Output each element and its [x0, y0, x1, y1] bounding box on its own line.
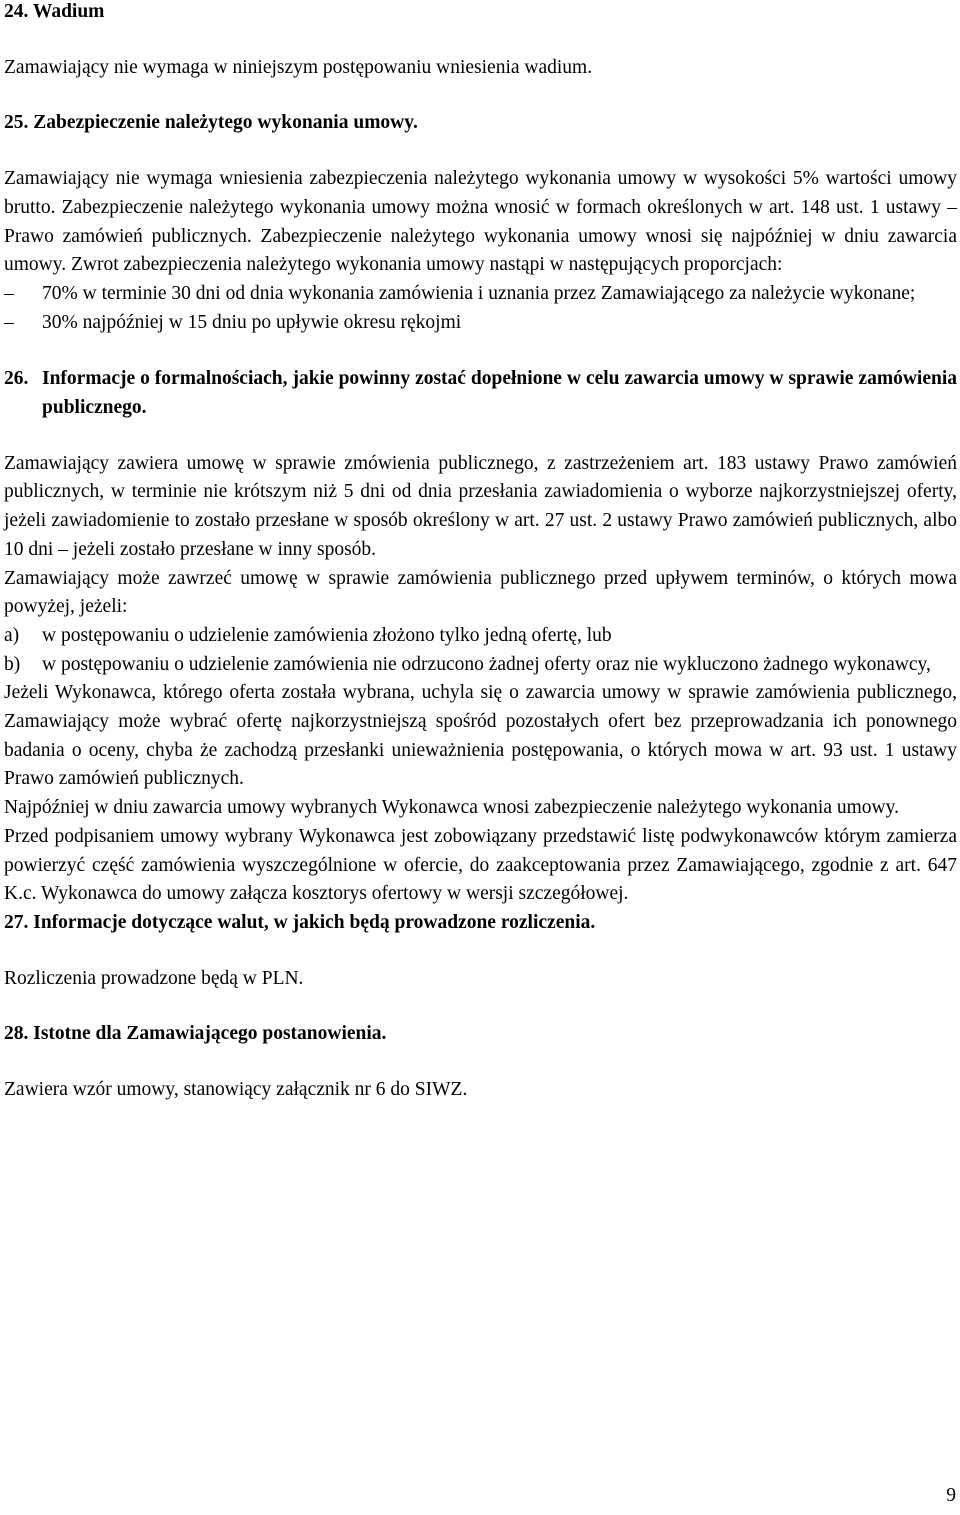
- section-25-dash-item-2: [4, 309, 957, 338]
- section-24-paragraph: Zamawiający nie wymaga w niniejszym postępowaniu wniesienia wadium.: [4, 56, 593, 78]
- section-26-paragraph-5: Przed podpisaniem umowy wybrany Wykonawca jest zobowiązany przedstawić listę podwykonawców którym zamierza powierzyć część zamówienia wyszczególnione w ofercie, do zaakceptowania przez Zamawiającego, zgodnie z art. 647 K.c. Wykonawca do umowy załącza kosztorys ofertowy w wersji szczegółowej.: [4, 825, 957, 905]
- section-28-paragraph: Zawiera wzór umowy, stanowiący załącznik nr 6 do SIWZ.: [4, 1079, 468, 1101]
- section-26-item-b: [4, 651, 957, 680]
- section-25-dash-item-1: [4, 280, 957, 309]
- section-26-item-a: [4, 622, 957, 651]
- section-27-paragraph: Rozliczenia prowadzone będą w PLN.: [4, 967, 304, 989]
- section-26-number: 26.: [4, 368, 29, 390]
- dash-item-text: 70% w terminie 30 dni od dnia wykonania zamówienia i uznania przez Zamawiającego za należycie wykonane;: [42, 282, 916, 304]
- section-26-paragraph-1: Zamawiający zawiera umowę w sprawie zmówienia publicznego, z zastrzeżeniem art. 183 ustawy Prawo zamówień publicznych, w terminie nie krótszym niż 5 dni od dnia przesłania zawiadomienia o wyborze najkorzystniejszej oferty, jeżeli zawiadomienie to zostało przesłane w sposób określony w art. 27 ust. 2 ustawy Prawo zamówień publicznych, albo 10 dni – jeżeli zostało przesłane w inny sposób.: [4, 452, 957, 560]
- section-27-heading: 27. Informacje dotyczące walut, w jakich będą prowadzone rozliczenia.: [4, 911, 596, 933]
- section-26-paragraph-3: Jeżeli Wykonawca, którego oferta została wybrana, uchyla się o zawarcia umowy w sprawie zamówienia publicznego, Zamawiający może wybrać ofertę najkorzystniejszą spośród pozostałych ofert bez przeprowadzania ich ponownego badania o oceny, chyba że zachodzą przesłanki unieważnienia postępowania, o których mowa w art. 93 ust. 1 ustawy Prawo zamówień publicznych.: [4, 682, 957, 790]
- document-page: [4, 0, 957, 1105]
- item-a-text: w postępowaniu o udzielenie zamówienia złożono tylko jedną ofertę, lub: [42, 624, 612, 646]
- dash-marker: –: [4, 311, 14, 333]
- section-24-heading: 24. Wadium: [4, 1, 105, 22]
- dash-marker: –: [4, 282, 14, 304]
- section-26-paragraph-2: Zamawiający może zawrzeć umowę w sprawie zamówienia publicznego przed upływem terminów, o których mowa powyżej, jeżeli:: [4, 567, 957, 618]
- item-b-marker: b): [4, 653, 21, 675]
- section-26-title: Informacje o formalnościach, jakie powinny zostać dopełnione w celu zawarcia umowy w sprawie zamówienia publicznego.: [42, 368, 957, 419]
- section-28-heading: 28. Istotne dla Zamawiającego postanowienia.: [4, 1023, 387, 1045]
- section-26-heading: [4, 365, 957, 422]
- section-25-paragraph: Zamawiający nie wymaga wniesienia zabezpieczenia należytego wykonania umowy w wysokości 5% wartości umowy brutto. Zabezpieczenie należytego wykonania umowy można wnosić w formach określonych w art. 148 ust. 1 ustawy – Prawo zamówień publicznych. Zabezpieczenie należytego wykonania umowy wnosi się najpóźniej w dniu zawarcia umowy. Zwrot zabezpieczenia należytego wykonania umowy nastąpi w następujących proporcjach:: [4, 168, 957, 276]
- item-b-text: w postępowaniu o udzielenie zamówienia nie odrzucono żadnej oferty oraz nie wykluczono żadnego wykonawcy,: [42, 653, 931, 675]
- section-26-paragraph-4: Najpóźniej w dniu zawarcia umowy wybranych Wykonawca wnosi zabezpieczenie należytego wykonania umowy.: [4, 797, 899, 819]
- page-number: 9: [946, 1485, 956, 1506]
- item-a-marker: a): [4, 624, 20, 646]
- section-25-heading: 25. Zabezpieczenie należytego wykonania umowy.: [4, 112, 418, 134]
- dash-item-text: 30% najpóźniej w 15 dniu po upływie okresu rękojmi: [42, 311, 462, 333]
